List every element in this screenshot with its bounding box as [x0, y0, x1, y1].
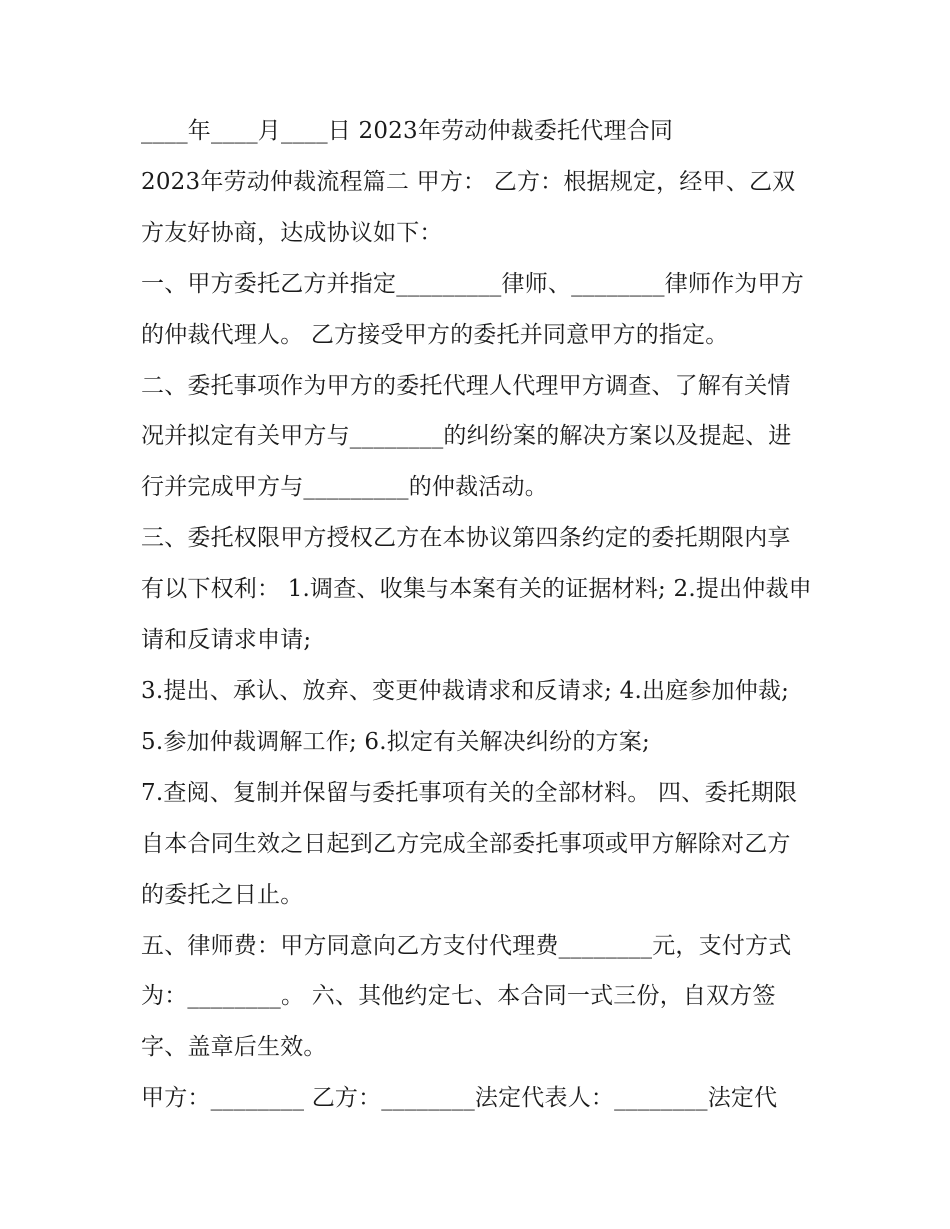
paragraph-clause-1: 一、甲方委托乙方并指定_________律师、________律师作为甲方的仲裁代理人。 乙方接受甲方的委托并同意甲方的指定。 — [141, 270, 804, 348]
paragraph-clause-2: 二、委托事项作为甲方的委托代理人代理甲方调查、了解有关情况并拟定有关甲方与________的纠纷案的解决方案以及提起、进行并完成甲方与_________的仲裁活动。 — [141, 372, 792, 501]
paragraph-clause-3: 三、委托权限甲方授权乙方在本协议第四条约定的委托期限内享有以下权利： 1.调查、收集与本案有关的证据材料; 2.提出仲裁申请和反请求申请; — [141, 525, 812, 654]
document-body — [141, 106, 813, 1124]
paragraph-intro: 2023年劳动仲裁流程篇二 甲方： 乙方：根据规定，经甲、乙双方友好协商，达成协议如下： — [141, 168, 796, 246]
signature-line: 甲方：________ 乙方：________法定代表人：________法定代 — [141, 1085, 778, 1112]
contract-title-line: ____年____月____日 2023年劳动仲裁委托代理合同 — [141, 118, 674, 144]
paragraph-clause-3-continued: 3.提出、承认、放弃、变更仲裁请求和反请求; 4.出庭参加仲裁; 5.参加仲裁调解工作; 6.拟定有关解决纠纷的方案; — [141, 677, 790, 755]
paragraph-clause-3-end-clause-4: 7.查阅、复制并保留与委托事项有关的全部材料。 四、委托期限自本合同生效之日起到乙方完成全部委托事项或甲方解除对乙方的委托之日止。 — [141, 779, 798, 908]
paragraph-clause-5-6-7: 五、律师费：甲方同意向乙方支付代理费________元，支付方式为：________。 六、其他约定七、本合同一式三份，自双方签字、盖章后生效。 — [141, 932, 792, 1061]
